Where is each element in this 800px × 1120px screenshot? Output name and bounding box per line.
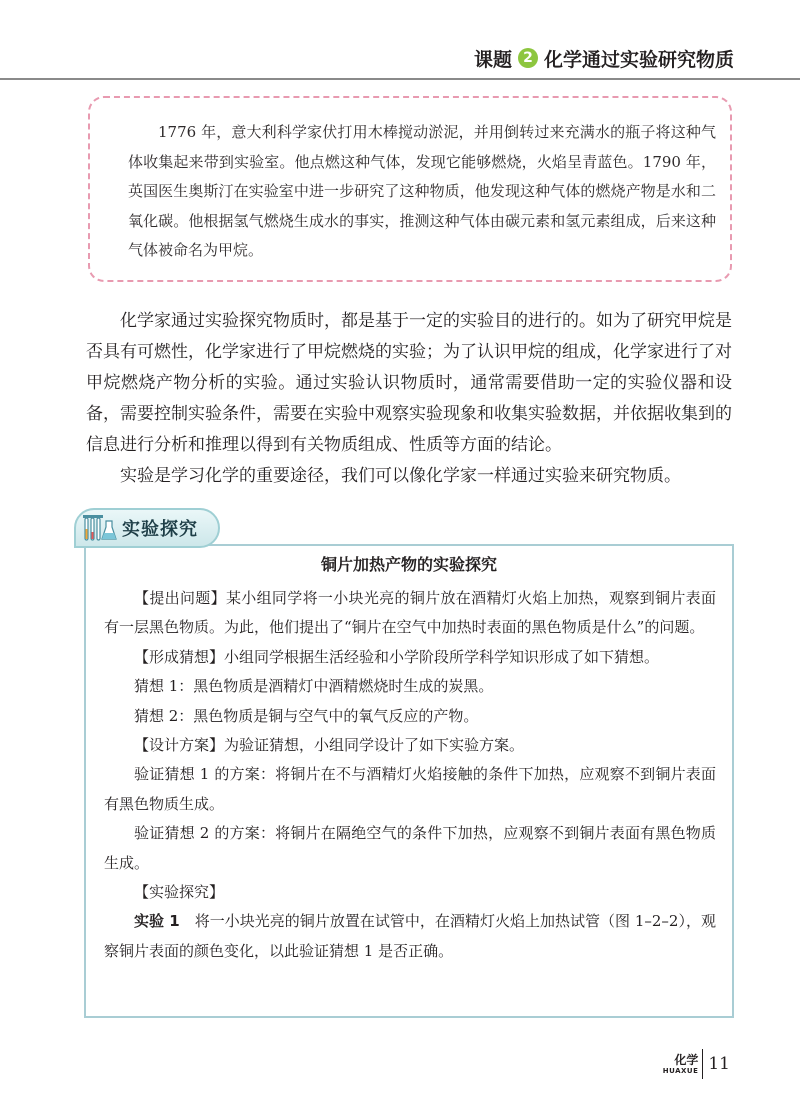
experiment-paragraph: 【设计方案】为验证猜想，小组同学设计了如下实验方案。 xyxy=(134,736,525,755)
experiment-paragraph: 验证猜想 1 的方案：将铜片在不与酒精灯火焰接触的条件下加热，应观察不到铜片表面有黑色物质生成。 xyxy=(104,765,716,813)
body-paragraph: 实验是学习化学的重要途径，我们可以像化学家一样通过实验来研究物质。 xyxy=(120,466,681,486)
body-paragraph: 化学家通过实验探究物质时，都是基于一定的实验目的进行的。如为了研究甲烷是否具有可燃性，化学家进行了甲烷燃烧的实验；为了认识甲烷的组成，化学家进行了对甲烷燃烧产物分析的实验。通过实验认识物质时，通常需要借助一定的实验仪器和设备，需要控制实验条件，需要在实验中观察实验现象和收集实验数据，并依据收集到的信息进行分析和推理以得到有关物质组成、性质等方面的结论。 xyxy=(86,311,732,455)
experiment-tab xyxy=(74,508,220,548)
history-paragraph: 1776 年，意大利科学家伏打用木棒搅动淤泥，并用倒转过来充满水的瓶子将这种气体收集起来带到实验室。他点燃这种气体，发现它能够燃烧，火焰呈青蓝色。1790 年，英国医生奥斯汀在实验室中进一步研究了这种物质，他发现这种气体的燃烧产物是水和二氧化碳。他根据氢气燃烧生成水的事实，推测这种气体由碳元素和氢元素组成，后来这种气体被命名为甲烷。 xyxy=(128,123,716,259)
history-box-text xyxy=(128,118,716,266)
experiment-1-text: 将一小块光亮的铜片放置在试管中，在酒精灯火焰上加热试管（图 1–2–2），观察铜片表面的颜色变化，以此验证猜想 1 是否正确。 xyxy=(104,912,716,960)
footer-divider xyxy=(702,1049,703,1079)
footer-subject xyxy=(663,1053,699,1076)
experiment-paragraph: 猜想 1：黑色物质是酒精灯中酒精燃烧时生成的炭黑。 xyxy=(134,677,494,696)
experiment-paragraph: 猜想 2：黑色物质是铜与空气中的氧气反应的产物。 xyxy=(134,706,479,725)
experiment-title: 铜片加热产物的实验探究 xyxy=(320,555,497,574)
experiment-paragraph: 【实验探究】 xyxy=(134,883,225,902)
experiment-paragraph: 【形成猜想】小组同学根据生活经验和小学阶段所学科学知识形成了如下猜想。 xyxy=(134,647,660,666)
experiment-1-paragraph xyxy=(104,907,716,966)
page-number: 11 xyxy=(708,1054,730,1074)
page-footer xyxy=(663,1046,730,1082)
experiment-1-label: 实验 1 xyxy=(134,912,180,931)
lesson-title: 化学通过实验研究物质 xyxy=(543,48,734,71)
experiment-tab-label: 实验探究 xyxy=(122,519,198,540)
experiment-paragraph: 验证猜想 2 的方案：将铜片在隔绝空气的条件下加热，应观察不到铜片表面有黑色物质生成。 xyxy=(104,824,716,872)
lesson-number-badge: 2 xyxy=(518,48,538,68)
main-body-text xyxy=(86,306,732,492)
lesson-heading xyxy=(474,44,734,72)
lab-glassware-icon xyxy=(80,511,118,545)
footer-subject-pinyin: HUAXUE xyxy=(662,1066,699,1075)
lesson-prefix: 课题 xyxy=(473,48,512,71)
experiment-paragraph: 【提出问题】某小组同学将一小块光亮的铜片放在酒精灯火焰上加热，观察到铜片表面有一层黑色物质。为此，他们提出了“铜片在空气中加热时表面的黑色物质是什么”的问题。 xyxy=(104,589,716,637)
experiment-content xyxy=(104,584,716,966)
footer-subject-name: 化学 xyxy=(674,1052,699,1067)
page-header xyxy=(0,0,800,80)
